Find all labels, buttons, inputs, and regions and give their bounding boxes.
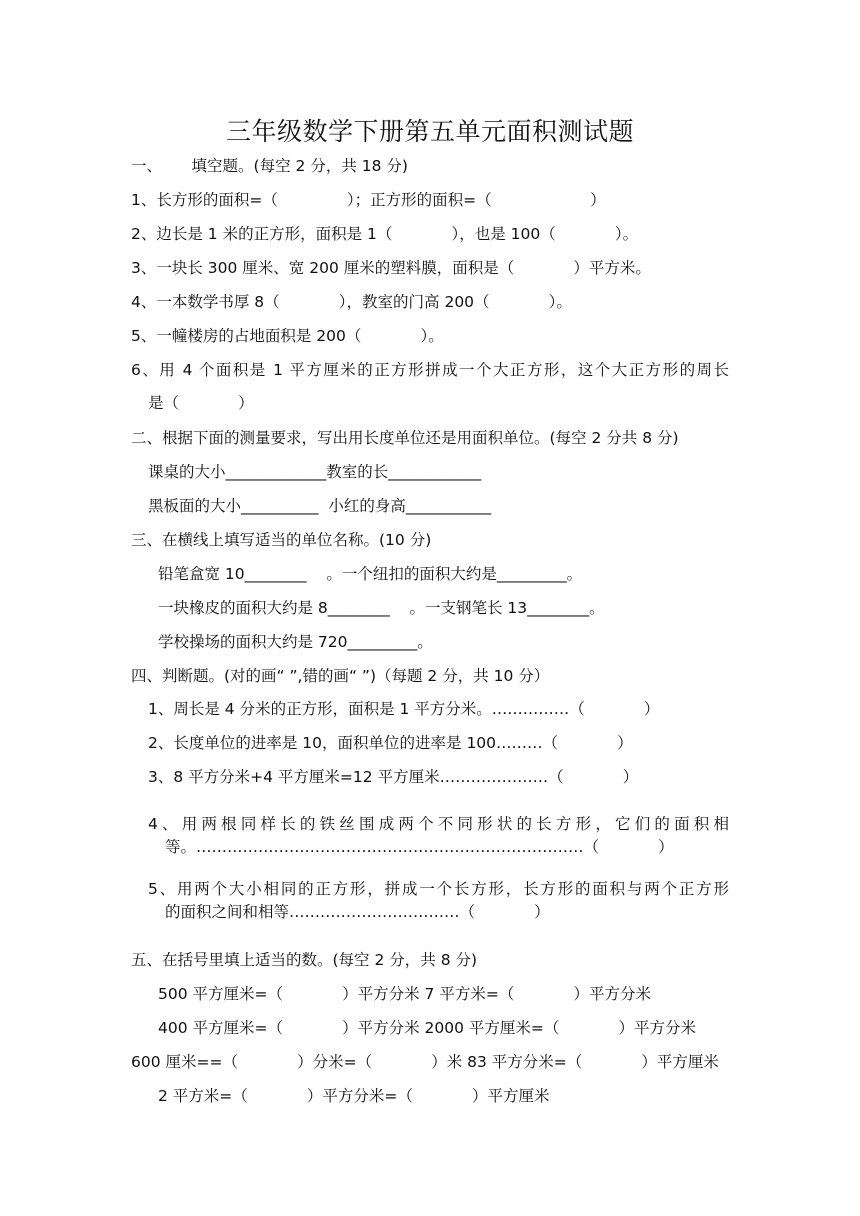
- section-5-row-3: 600 厘米==（ ）分米=（ ）米 83 平方分米=（ ）平方厘米: [131, 1053, 719, 1071]
- question-4-4-line-2: 等。…………………………………………………………………（ ）: [165, 838, 674, 856]
- question-1-4: 4、一本数学书厚 8（ ），教室的门高 200（ ）。: [131, 293, 572, 311]
- question-4-4-line-1: 4、用两根同样长的铁丝围成两个不同形状的长方形，它们的面积相: [148, 815, 729, 833]
- section-3-row-3: 学校操场的面积大约是 720_________。: [158, 633, 433, 651]
- question-1-5: 5、一幢楼房的占地面积是 200（ ）。: [131, 327, 444, 345]
- section-1-heading: 一、 填空题。(每空 2 分，共 18 分): [131, 157, 408, 175]
- section-5-row-4: 2 平方米=（ ）平方分米=（ ）平方厘米: [158, 1087, 550, 1105]
- section-3-row-2: 一块橡皮的面积大约是 8________ 。一支钢笔长 13________。: [158, 599, 605, 617]
- question-4-5-line-1: 5、用两个大小相同的正方形，拼成一个长方形，长方形的面积与两个正方形: [148, 880, 729, 898]
- question-1-1: 1、长方形的面积=（ ）；正方形的面积=（ ）: [131, 191, 606, 209]
- question-4-2: 2、长度单位的进率是 10，面积单位的进率是 100………（ ）: [148, 734, 633, 752]
- question-4-3: 3、8 平方分米+4 平方厘米=12 平方厘米…………………（ ）: [148, 768, 639, 786]
- question-4-1: 1、周长是 4 分米的正方形，面积是 1 平方分米。……………（ ）: [148, 700, 660, 718]
- question-1-6-line-2: 是（ ）: [148, 394, 254, 412]
- section-5-heading: 五、在括号里填上适当的数。(每空 2 分，共 8 分): [131, 951, 478, 969]
- section-4-heading: 四、判断题。(对的画“ ”,错的画“ ”)（每题 2 分，共 10 分）: [131, 667, 550, 685]
- section-5-row-2: 400 平方厘米=（ ）平方分米 2000 平方厘米=（ ）平方分米: [158, 1019, 697, 1037]
- section-2-row-2: 黑板面的大小__________ 小红的身高___________: [148, 497, 492, 515]
- question-1-2: 2、边长是 1 米的正方形，面积是 1（ ），也是 100（ ）。: [131, 225, 639, 243]
- section-2-heading: 二、根据下面的测量要求，写出用长度单位还是用面积单位。(每空 2 分共 8 分): [131, 429, 679, 447]
- question-1-6-line-1: 6、用 4 个面积是 1 平方厘米的正方形拼成一个大正方形，这个大正方形的周长: [131, 361, 729, 379]
- section-3-heading: 三、在横线上填写适当的单位名称。(10 分): [131, 531, 432, 549]
- section-5-row-1: 500 平方厘米=（ ）平方分米 7 平方米=（ ）平方分米: [158, 985, 651, 1003]
- page-title: 三年级数学下册第五单元面积测试题: [225, 117, 634, 146]
- section-3-row-1: 铅笔盒宽 10________ 。一个纽扣的面积大约是_________。: [158, 565, 583, 583]
- section-2-row-1: 课桌的大小_____________教室的长____________: [148, 463, 482, 481]
- question-1-3: 3、一块长 300 厘米、宽 200 厘米的塑料膜，面积是（ ）平方米。: [131, 259, 651, 277]
- question-4-5-line-2: 的面积之间和相等……………………………（ ）: [165, 903, 550, 921]
